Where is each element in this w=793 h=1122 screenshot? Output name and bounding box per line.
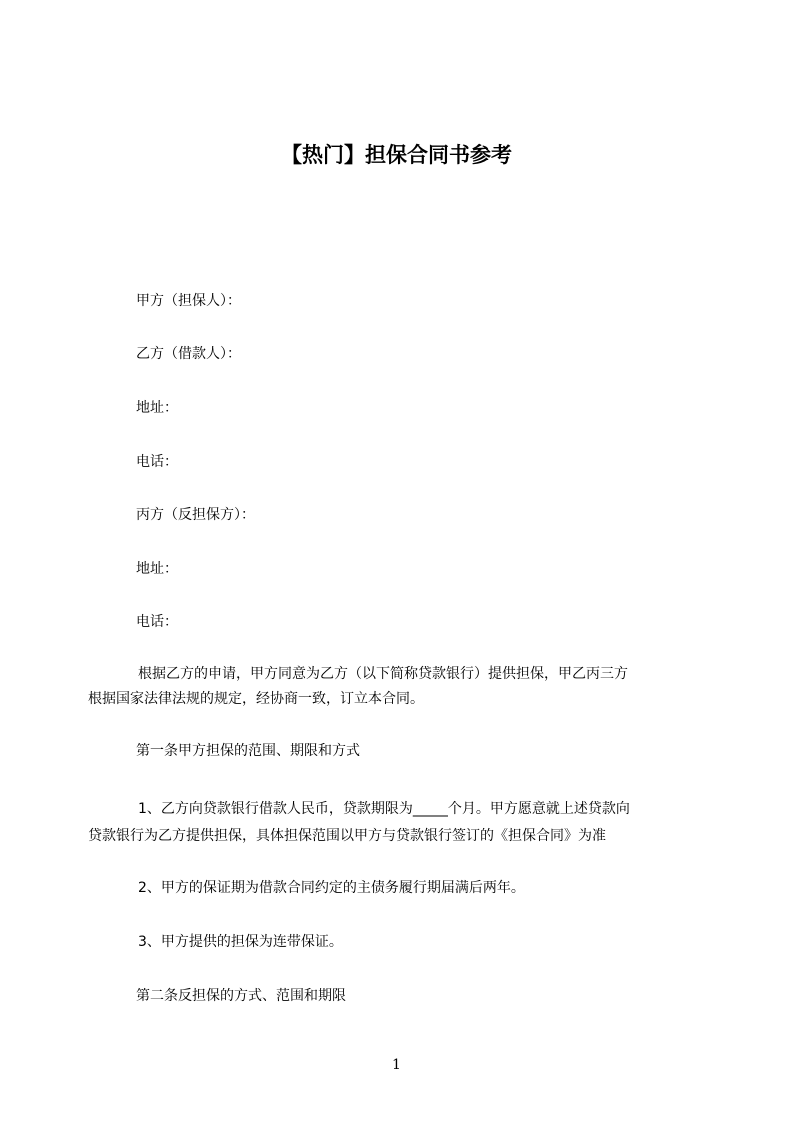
article-1-item-2: 2、甲方的保证期为借款合同约定的主债务履行期届满后两年。	[138, 880, 525, 896]
page-number: 1	[392, 1057, 401, 1073]
phone-label-2: 电话：	[136, 614, 178, 630]
article-2-heading: 第二条反担保的方式、范围和期限	[136, 988, 346, 1004]
party-c-label: 丙方（反担保方）：	[136, 507, 255, 523]
intro-paragraph-line-2: 根据国家法律法规的规定，经协商一致，订立本合同。	[88, 691, 424, 707]
party-b-label: 乙方（借款人）：	[136, 346, 241, 362]
intro-paragraph-line-1: 根据乙方的申请，甲方同意为乙方（以下简称贷款银行）提供担保，甲乙丙三方	[138, 666, 628, 682]
address-label: 地址：	[136, 400, 178, 416]
article-1-item-3: 3、甲方提供的担保为连带保证。	[138, 934, 343, 950]
article-1-item-1-line-1: 1、乙方向贷款银行借款人民币，贷款期限为_____个月。甲方愿意就上述贷款向	[138, 801, 630, 817]
phone-label: 电话：	[136, 454, 178, 470]
party-a-label: 甲方（担保人）：	[136, 293, 241, 309]
article-1-heading: 第一条甲方担保的范围、期限和方式	[136, 743, 360, 759]
article-1-item-1-line-2: 贷款银行为乙方提供担保，具体担保范围以甲方与贷款银行签订的《担保合同》为准	[88, 828, 606, 844]
document-title: 【热门】担保合同书参考	[281, 143, 512, 167]
address-label-2: 地址：	[136, 561, 178, 577]
